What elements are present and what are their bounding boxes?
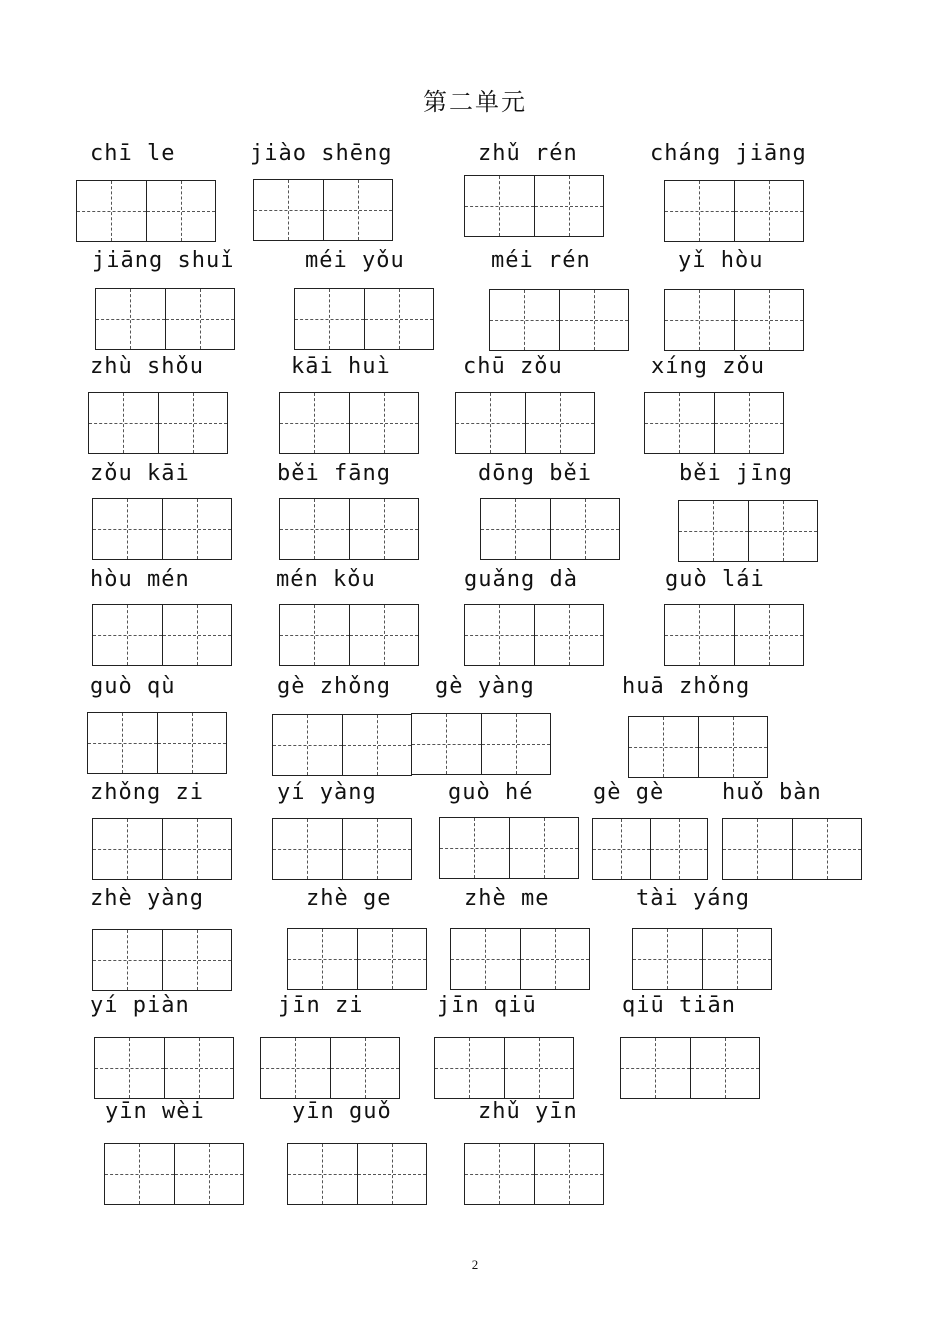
pinyin-word: mén kǒu [276,567,376,592]
writing-cell[interactable] [665,290,734,350]
writing-cell[interactable] [520,929,590,989]
writing-cell[interactable] [451,929,520,989]
pinyin-word: dōng běi [478,461,592,486]
writing-grid[interactable] [664,289,804,351]
writing-cell[interactable] [349,499,419,559]
writing-grid[interactable] [253,179,393,241]
pinyin-word: huā zhǒng [622,674,751,699]
writing-cell[interactable] [456,393,525,453]
writing-cell[interactable] [288,1144,357,1204]
pinyin-word: tài yáng [636,886,750,911]
writing-grid[interactable] [722,818,862,880]
writing-cell[interactable] [679,501,748,561]
writing-cell[interactable] [295,289,364,349]
writing-cell[interactable] [95,1038,164,1098]
writing-grid[interactable] [464,175,604,237]
writing-cell[interactable] [645,393,714,453]
writing-cell[interactable] [440,818,509,878]
writing-grid[interactable] [287,1143,427,1205]
writing-cell[interactable] [698,717,768,777]
writing-cell[interactable] [174,1144,244,1204]
writing-cell[interactable] [465,176,534,236]
writing-cell[interactable] [162,819,232,879]
writing-cell[interactable] [349,393,419,453]
writing-cell[interactable] [665,181,734,241]
writing-grid[interactable] [628,716,768,778]
writing-cell[interactable] [435,1038,504,1098]
writing-grid[interactable] [464,604,604,666]
writing-cell[interactable] [89,393,158,453]
writing-grid[interactable] [88,392,228,454]
writing-grid[interactable] [620,1037,760,1099]
pinyin-word: gè gè [593,780,665,805]
writing-cell[interactable] [665,605,734,665]
pinyin-word: jīn zi [278,993,364,1018]
writing-cell[interactable] [342,819,412,879]
writing-cell[interactable] [273,715,342,775]
writing-cell[interactable] [714,393,784,453]
writing-cell[interactable] [481,714,551,774]
writing-cell[interactable] [105,1144,174,1204]
writing-grid[interactable] [92,604,232,666]
writing-cell[interactable] [164,1038,234,1098]
pinyin-word: méi yǒu [305,248,405,273]
writing-cell[interactable] [162,930,232,990]
pinyin-word: běi fāng [277,461,391,486]
writing-grid[interactable] [632,928,772,990]
writing-cell[interactable] [629,717,698,777]
writing-cell[interactable] [157,713,227,773]
writing-grid[interactable] [678,500,818,562]
writing-cell[interactable] [633,929,702,989]
writing-cell[interactable] [158,393,228,453]
writing-cell[interactable] [723,819,792,879]
writing-cell[interactable] [534,1144,604,1204]
writing-cell[interactable] [593,819,650,879]
writing-cell[interactable] [93,605,162,665]
writing-grid[interactable] [279,498,419,560]
writing-cell[interactable] [349,605,419,665]
pinyin-word: yí yàng [277,780,377,805]
pinyin-word: jiào shēng [250,141,393,166]
writing-cell[interactable] [357,929,427,989]
writing-grid[interactable] [279,604,419,666]
writing-cell[interactable] [465,605,534,665]
writing-grid[interactable] [260,1037,400,1099]
writing-cell[interactable] [364,289,434,349]
pinyin-word: jīn qiū [437,993,537,1018]
pinyin-word: yīn guǒ [292,1099,392,1124]
writing-cell[interactable] [490,290,559,350]
pinyin-word: zhè yàng [90,886,204,911]
writing-grid[interactable] [464,1143,604,1205]
pinyin-word: guǎng dà [464,567,578,592]
page-number: 2 [471,1257,479,1272]
writing-grid[interactable] [644,392,784,454]
writing-cell[interactable] [288,929,357,989]
writing-cell[interactable] [165,289,235,349]
pinyin-word: kāi huì [291,354,391,379]
writing-grid[interactable] [287,928,427,990]
pinyin-word: guò lái [665,567,765,592]
writing-cell[interactable] [702,929,772,989]
pinyin-word: zhè ge [306,886,392,911]
pinyin-word: chū zǒu [463,354,563,379]
writing-cell[interactable] [77,181,146,241]
writing-cell[interactable] [342,715,412,775]
writing-cell[interactable] [504,1038,574,1098]
writing-grid[interactable] [294,288,434,350]
writing-grid[interactable] [664,180,804,242]
writing-cell[interactable] [357,1144,427,1204]
writing-cell[interactable] [280,499,349,559]
pinyin-word: zhè me [464,886,550,911]
writing-grid[interactable] [92,929,232,991]
pinyin-word: jiāng shuǐ [92,248,235,273]
writing-grid[interactable] [104,1143,244,1205]
writing-grid[interactable] [95,288,235,350]
pinyin-word: gè yàng [435,674,535,699]
writing-grid[interactable] [272,818,412,880]
writing-cell[interactable] [88,713,157,773]
writing-cell[interactable] [162,499,232,559]
writing-cell[interactable] [621,1038,690,1098]
writing-cell[interactable] [412,714,481,774]
writing-cell[interactable] [734,605,804,665]
writing-grid[interactable] [279,392,419,454]
pinyin-word: běi jīng [679,461,793,486]
writing-grid[interactable] [480,498,620,560]
writing-cell[interactable] [162,605,232,665]
writing-grid[interactable] [272,714,412,776]
pinyin-word: yǐ hòu [678,248,764,273]
writing-grid[interactable] [664,604,804,666]
writing-grid[interactable] [411,713,551,775]
writing-grid[interactable] [455,392,595,454]
writing-cell[interactable] [465,1144,534,1204]
pinyin-word: yīn wèi [105,1099,205,1124]
page-title: 第二单元 [423,88,527,116]
writing-grid[interactable] [450,928,590,990]
writing-cell[interactable] [254,180,323,240]
writing-grid[interactable] [94,1037,234,1099]
writing-cell[interactable] [146,181,216,241]
writing-cell[interactable] [534,176,604,236]
writing-cell[interactable] [93,930,162,990]
writing-grid[interactable] [434,1037,574,1099]
writing-cell[interactable] [261,1038,330,1098]
pinyin-word: xíng zǒu [651,354,765,379]
pinyin-word: qiū tiān [622,993,736,1018]
writing-cell[interactable] [748,501,818,561]
writing-grid[interactable] [489,289,629,351]
writing-cell[interactable] [481,499,550,559]
pinyin-word: guò qù [90,674,176,699]
writing-cell[interactable] [525,393,595,453]
pinyin-word: chī le [90,141,176,166]
pinyin-word: zhǔ rén [478,141,578,166]
writing-cell[interactable] [96,289,165,349]
writing-cell[interactable] [280,605,349,665]
writing-grid[interactable] [592,818,708,880]
pinyin-word: zhǔ yīn [478,1099,578,1124]
writing-cell[interactable] [559,290,629,350]
writing-cell[interactable] [550,499,620,559]
pinyin-word: cháng jiāng [650,141,807,166]
pinyin-word: zǒu kāi [90,461,190,486]
writing-cell[interactable] [734,290,804,350]
writing-cell[interactable] [93,819,162,879]
writing-cell[interactable] [650,819,708,879]
writing-cell[interactable] [280,393,349,453]
writing-cell[interactable] [690,1038,760,1098]
pinyin-word: guò hé [448,780,534,805]
writing-cell[interactable] [273,819,342,879]
writing-cell[interactable] [734,181,804,241]
pinyin-word: gè zhǒng [277,674,391,699]
writing-cell[interactable] [323,180,393,240]
writing-grid[interactable] [76,180,216,242]
pinyin-word: hòu mén [90,567,190,592]
pinyin-word: yí piàn [90,993,190,1018]
writing-cell[interactable] [534,605,604,665]
pinyin-word: zhǒng zi [90,780,204,805]
pinyin-word: zhù shǒu [90,354,204,379]
writing-cell[interactable] [792,819,862,879]
writing-grid[interactable] [92,498,232,560]
pinyin-word: méi rén [491,248,591,273]
writing-grid[interactable] [87,712,227,774]
writing-cell[interactable] [330,1038,400,1098]
writing-grid[interactable] [439,817,579,879]
writing-cell[interactable] [509,818,579,878]
writing-cell[interactable] [93,499,162,559]
writing-grid[interactable] [92,818,232,880]
pinyin-word: huǒ bàn [722,780,822,805]
